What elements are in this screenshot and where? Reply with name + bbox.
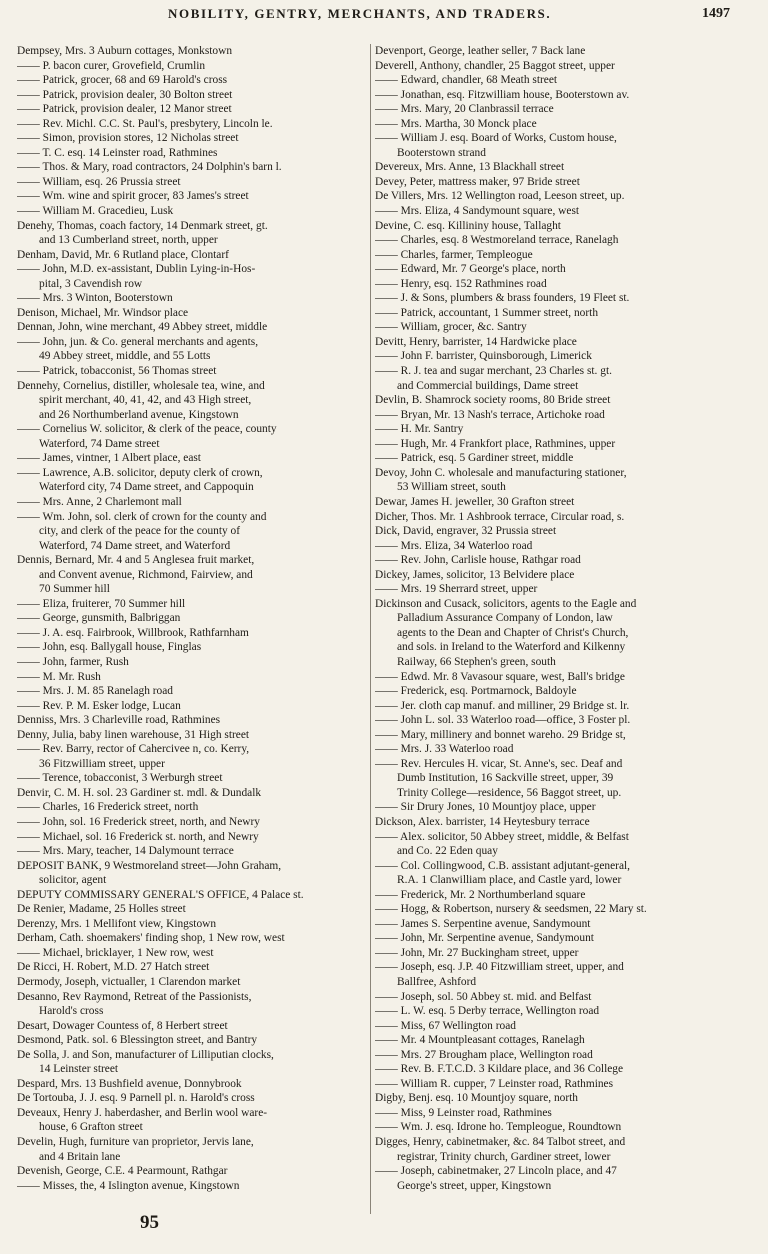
entry-line: De Ricci, H. Robert, M.D. 27 Hatch street (17, 961, 210, 974)
entry-line: Trinity College—residence, 56 Baggot street, up. (397, 786, 622, 799)
entry-line: —— Charles, farmer, Templeogue (375, 248, 725, 263)
entry-line: Dennan, John, wine merchant, 49 Abbey street, middle (17, 321, 268, 334)
entry-line: —— Patrick, accountant, 1 Summer street, north (375, 306, 725, 321)
entry-line: Waterford, 74 Dame street, and Waterford (39, 539, 231, 552)
directory-entry (17, 670, 367, 685)
directory-entry (17, 248, 367, 263)
entry-line: Denehy, Thomas, coach factory, 14 Denmark street, gt. (17, 219, 268, 232)
entry-line: DEPUTY COMMISSARY GENERAL'S OFFICE, 4 Palace st. (17, 888, 304, 901)
directory-entry (375, 117, 725, 132)
entry-line: 53 William street, south (397, 481, 506, 494)
entry-line: —— Rev. B. F.T.C.D. 3 Kildare place, and 36 College (375, 1062, 725, 1077)
directory-entry (375, 568, 725, 583)
entry-line: Booterstown strand (397, 146, 486, 159)
directory-entry (375, 73, 725, 88)
entry-line: —— P. bacon curer, Grovefield, Crumlin (17, 59, 367, 74)
entry-line: and 13 Cumberland street, north, upper (39, 234, 218, 247)
directory-entry (375, 233, 725, 248)
entry-line: —— Wm. J. esq. Idrone ho. Templeogue, Roundtown (375, 1120, 725, 1135)
directory-entry (375, 451, 725, 466)
entry-line: De Tortouba, J. J. esq. 9 Parnell pl. n. Harold's cross (17, 1092, 255, 1105)
directory-entry (17, 931, 367, 946)
entry-line: De Renier, Madame, 25 Holles street (17, 903, 186, 916)
entry-line: —— R. J. tea and sugar merchant, 23 Charles st. gt. (375, 364, 725, 379)
directory-entry (375, 800, 725, 815)
entry-line: —— John F. barrister, Quinsborough, Limerick (375, 349, 725, 364)
entry-line: —— John, Mr. Serpentine avenue, Sandymount (375, 931, 725, 946)
directory-entry (17, 88, 367, 103)
entry-line: —— Mary, millinery and bonnet wareho. 29 Bridge st, (375, 728, 725, 743)
directory-entry (17, 495, 367, 510)
directory-entry (375, 917, 725, 932)
directory-entry (17, 728, 367, 743)
entry-line: —— J. & Sons, plumbers & brass founders, 19 Fleet st. (375, 291, 725, 306)
directory-entry (17, 946, 367, 961)
entry-line: —— John, jun. & Co. general merchants and agents, (17, 335, 367, 350)
entry-line: Desart, Dowager Countess of, 8 Herbert street (17, 1019, 228, 1032)
directory-entry (375, 757, 725, 801)
column-rule (370, 44, 371, 1214)
directory-entry (375, 248, 725, 263)
entry-line: Denniss, Mrs. 3 Charleville road, Rathmines (17, 714, 221, 727)
directory-entry (375, 306, 725, 321)
directory-entry (17, 291, 367, 306)
directory-entry (17, 888, 367, 903)
directory-entry (17, 117, 367, 132)
entry-line: De Villers, Mrs. 12 Wellington road, Leeson street, up. (375, 190, 625, 203)
directory-entry (17, 553, 367, 597)
directory-entry (17, 975, 367, 990)
entry-line: —— John, M.D. ex-assistant, Dublin Lying-in-Hos- (17, 262, 367, 277)
entry-line: Derenzy, Mrs. 1 Mellifont view, Kingstown (17, 917, 217, 930)
directory-entry (17, 364, 367, 379)
directory-entry (17, 219, 367, 248)
directory-entry (17, 320, 367, 335)
entry-line: Dickey, James, solicitor, 13 Belvidere place (375, 568, 575, 581)
entry-line: 36 Fitzwilliam street, upper (39, 757, 165, 770)
entry-line: —— William, grocer, &c. Santry (375, 320, 725, 335)
entry-line: De Solla, J. and Son, manufacturer of Lilliputian clocks, (17, 1048, 274, 1061)
entry-line: Develin, Hugh, furniture van proprietor, Jervis lane, (17, 1136, 254, 1149)
entry-line: —— Simon, provision stores, 12 Nicholas street (17, 131, 367, 146)
directory-entry (17, 1077, 367, 1092)
entry-line: —— John, esq. Ballygall house, Finglas (17, 640, 367, 655)
entry-line: Devey, Peter, mattress maker, 97 Bride street (375, 175, 580, 188)
directory-entry (17, 713, 367, 728)
entry-line: Waterford city, 74 Dame street, and Cappoquin (39, 481, 254, 494)
directory-entry (375, 713, 725, 728)
entry-line: and Convent avenue, Richmond, Fairview, and (39, 568, 253, 581)
directory-entry (17, 262, 367, 291)
directory-entry (375, 946, 725, 961)
directory-entry (375, 815, 725, 830)
entry-line: 14 Leinster street (39, 1063, 119, 1076)
directory-entry (375, 670, 725, 685)
entry-line: —— Rev. Hercules H. vicar, St. Anne's, sec. Deaf and (375, 757, 725, 772)
directory-entry (17, 699, 367, 714)
entry-line: Devoy, John C. wholesale and manufacturing stationer, (375, 466, 627, 479)
directory-entry (17, 859, 367, 888)
entry-line: and 4 Britain lane (39, 1150, 121, 1163)
directory-entry (375, 335, 725, 350)
directory-entry (17, 306, 367, 321)
directory-entry (17, 1033, 367, 1048)
entry-line: Desanno, Rev Raymond, Retreat of the Passionists, (17, 990, 252, 1003)
directory-entry (17, 1135, 367, 1164)
entry-line: Deveaux, Henry J. haberdasher, and Berlin wool ware- (17, 1106, 268, 1119)
entry-line: —— Mr. 4 Mountpleasant cottages, Ranelagh (375, 1033, 725, 1048)
entry-line: —— M. Mr. Rush (17, 670, 367, 685)
entry-line: Dermody, Joseph, victualler, 1 Clarendon market (17, 976, 241, 988)
entry-line: —— John, Mr. 27 Buckingham street, upper (375, 946, 725, 961)
entry-line: —— Patrick, tobacconist, 56 Thomas street (17, 364, 367, 379)
directory-entry (17, 335, 367, 364)
entry-line: —— Frederick, esq. Portmarnock, Baldoyle (375, 684, 725, 699)
directory-entry (375, 742, 725, 757)
directory-entry (17, 597, 367, 612)
directory-entry (17, 160, 367, 175)
entry-line: —— Misses, the, 4 Islington avenue, Kingstown (17, 1179, 367, 1194)
entry-line: —— Miss, 9 Leinster road, Rathmines (375, 1106, 725, 1121)
entry-line: Dempsey, Mrs. 3 Auburn cottages, Monkstown (17, 45, 233, 57)
entry-line: and 26 Northumberland avenue, Kingstown (39, 408, 239, 421)
entry-line: —— Joseph, esq. J.P. 40 Fitzwilliam street, upper, and (375, 960, 725, 975)
directory-entry (375, 830, 725, 859)
entry-line: —— Mrs. Anne, 2 Charlemont mall (17, 495, 367, 510)
running-head (0, 6, 768, 28)
footer-folio: 95 (140, 1212, 159, 1233)
entry-line: Denison, Michael, Mr. Windsor place (17, 306, 189, 319)
entry-line: Dennehy, Cornelius, distiller, wholesale tea, wine, and (17, 379, 265, 392)
entry-line: Denham, David, Mr. 6 Rutland place, Clontarf (17, 248, 229, 261)
entry-line: —— H. Mr. Santry (375, 422, 725, 437)
entry-line: —— William, esq. 26 Prussia street (17, 175, 367, 190)
directory-entry (375, 931, 725, 946)
entry-line: 49 Abbey street, middle, and 55 Lotts (39, 350, 211, 363)
entry-line: —— Hugh, Mr. 4 Frankfort place, Rathmines, upper (375, 437, 725, 452)
directory-entry (375, 582, 725, 597)
entry-line: —— Frederick, Mr. 2 Northumberland square (375, 888, 725, 903)
entry-line: —— Joseph, sol. 50 Abbey st. mid. and Belfast (375, 990, 725, 1005)
page-number: 1497 (702, 6, 730, 21)
entry-line: —— Terence, tobacconist, 3 Werburgh street (17, 771, 367, 786)
directory-entry (375, 859, 725, 888)
directory-entry (375, 219, 725, 234)
directory-entry (17, 422, 367, 451)
entry-line: —— Mrs. Eliza, 34 Waterloo road (375, 539, 725, 554)
directory-entry (375, 59, 725, 74)
entry-line: —— John L. sol. 33 Waterloo road—office, 3 Foster pl. (375, 713, 725, 728)
directory-entry (375, 1106, 725, 1121)
directory-entry (375, 291, 725, 306)
entry-line: —— Mrs. Eliza, 4 Sandymount square, west (375, 204, 725, 219)
directory-entry (17, 1048, 367, 1077)
entry-line: —— John, farmer, Rush (17, 655, 367, 670)
directory-entry (375, 364, 725, 393)
directory-entry (17, 44, 367, 59)
directory-entry (17, 59, 367, 74)
directory-entry (375, 466, 725, 495)
directory-entry (375, 1019, 725, 1034)
entry-line: R.A. 1 Clanwilliam place, and Castle yard, lower (397, 874, 622, 887)
entry-line: 70 Summer hill (39, 583, 110, 596)
running-title: NOBILITY, GENTRY, MERCHANTS, AND TRADERS. (168, 6, 552, 21)
entry-line: Devlin, B. Shamrock society rooms, 80 Bride street (375, 394, 611, 407)
entry-line: George's street, upper, Kingstown (397, 1179, 552, 1192)
directory-entry (17, 800, 367, 815)
directory-entry (17, 786, 367, 801)
directory-entry (375, 902, 725, 917)
entry-line: Waterford, 74 Dame street (39, 437, 160, 450)
entry-line: —— James S. Serpentine avenue, Sandymount (375, 917, 725, 932)
entry-line: —— Rev. Michl. C.C. St. Paul's, presbytery, Lincoln le. (17, 117, 367, 132)
directory-entry (17, 131, 367, 146)
directory-entry (375, 102, 725, 117)
directory-entry (375, 422, 725, 437)
directory-entry (375, 888, 725, 903)
directory-entry (375, 1062, 725, 1077)
entry-line: —— Edward, Mr. 7 George's place, north (375, 262, 725, 277)
directory-entry (375, 44, 725, 59)
directory-entry (375, 1077, 725, 1092)
entry-line: Devereux, Mrs. Anne, 13 Blackhall street (375, 161, 565, 174)
entry-line: Devenport, George, leather seller, 7 Back lane (375, 45, 586, 57)
entry-line: Devine, C. esq. Killininy house, Tallaght (375, 219, 561, 232)
directory-entry (375, 990, 725, 1005)
entry-line: house, 6 Grafton street (39, 1121, 143, 1134)
entry-line: —— Mrs. J. M. 85 Ranelagh road (17, 684, 367, 699)
entry-line: Digges, Henry, cabinetmaker, &c. 84 Talbot street, and (375, 1136, 626, 1149)
directory-entry (17, 917, 367, 932)
directory-entry (17, 771, 367, 786)
entry-line: —— Mrs. 19 Sherrard street, upper (375, 582, 725, 597)
entry-line: —— Patrick, grocer, 68 and 69 Harold's cross (17, 73, 367, 88)
entry-line: Denvir, C. M. H. sol. 23 Gardiner st. mdl. & Dundalk (17, 786, 262, 799)
entry-line: Denny, Julia, baby linen warehouse, 31 High street (17, 728, 250, 741)
directory-entry (375, 189, 725, 204)
directory-entry (375, 262, 725, 277)
entry-line: —— L. W. esq. 5 Derby terrace, Wellington road (375, 1004, 725, 1019)
entry-line: Dickson, Alex. barrister, 14 Heytesbury terrace (375, 815, 590, 828)
directory-entry (17, 146, 367, 161)
entry-line: registrar, Trinity church, Gardiner street, lower (397, 1150, 611, 1163)
entry-line: —— Michael, bricklayer, 1 New row, west (17, 946, 367, 961)
directory-entry (17, 451, 367, 466)
directory-entry (17, 102, 367, 117)
directory-entry (17, 742, 367, 771)
directory-entry (375, 495, 725, 510)
right-column (375, 44, 725, 1214)
entry-line: Devenish, George, C.E. 4 Pearmount, Rathgar (17, 1165, 228, 1178)
directory-entry (375, 393, 725, 408)
directory-entry (17, 1019, 367, 1034)
directory-entry (17, 815, 367, 830)
entry-line: spirit merchant, 40, 41, 42, and 43 High street, (39, 394, 252, 407)
entry-line: —— Mrs. Martha, 30 Monck place (375, 117, 725, 132)
entry-line: —— Bryan, Mr. 13 Nash's terrace, Artichoke road (375, 408, 725, 423)
directory-entry (375, 1004, 725, 1019)
entry-line: DEPOSIT BANK, 9 Westmoreland street—John Graham, (17, 859, 282, 872)
entry-line: solicitor, agent (39, 874, 107, 887)
directory-entry (375, 437, 725, 452)
directory-entry (375, 349, 725, 364)
entry-line: and Co. 22 Eden quay (397, 845, 498, 858)
entry-line: and Commercial buildings, Dame street (397, 379, 579, 392)
directory-entry (375, 684, 725, 699)
directory-entry (17, 1091, 367, 1106)
entry-line: —— Thos. & Mary, road contractors, 24 Dolphin's barn l. (17, 160, 367, 175)
entry-line: —— Rev. Barry, rector of Cahercivee n, co. Kerry, (17, 742, 367, 757)
directory-entry (375, 524, 725, 539)
directory-entry (375, 960, 725, 989)
entry-line: city, and clerk of the peace for the county of (39, 525, 241, 538)
entry-line: Deverell, Anthony, chandler, 25 Baggot street, upper (375, 59, 615, 72)
directory-entry (375, 204, 725, 219)
entry-line: —— Wm. John, sol. clerk of crown for the county and (17, 510, 367, 525)
left-column (17, 44, 367, 1214)
directory-entry (17, 1179, 367, 1194)
entry-line: —— Jer. cloth cap manuf. and milliner, 29 Bridge st. lr. (375, 699, 725, 714)
directory-entry (17, 189, 367, 204)
directory-entry (17, 655, 367, 670)
directory-entry (17, 990, 367, 1019)
entry-line: Railway, 66 Stephen's green, south (397, 655, 556, 668)
entry-line: Devitt, Henry, barrister, 14 Hardwicke place (375, 335, 577, 348)
directory-entry (375, 1120, 725, 1135)
entry-line: —— James, vintner, 1 Albert place, east (17, 451, 367, 466)
directory-entry (375, 320, 725, 335)
directory-entry (17, 1164, 367, 1179)
entry-line: —— John, sol. 16 Frederick street, north, and Newry (17, 815, 367, 830)
entry-line: —— Michael, sol. 16 Frederick st. north, and Newry (17, 830, 367, 845)
directory-entry (375, 277, 725, 292)
directory-entry (375, 539, 725, 554)
entry-line: —— Col. Collingwood, C.B. assistant adjutant-general, (375, 859, 725, 874)
directory-entry (17, 626, 367, 641)
entry-line: Dick, David, engraver, 32 Prussia street (375, 525, 557, 538)
entry-line: —— Rev. John, Carlisle house, Rathgar road (375, 553, 725, 568)
directory-entry (375, 131, 725, 160)
directory-entry (17, 510, 367, 554)
directory-entry (17, 844, 367, 859)
directory-entry (375, 1135, 725, 1164)
entry-line: —— Joseph, cabinetmaker, 27 Lincoln place, and 47 (375, 1164, 725, 1179)
directory-entry (17, 684, 367, 699)
entry-line: —— Lawrence, A.B. solicitor, deputy clerk of crown, (17, 466, 367, 481)
entry-line: —— Edward, chandler, 68 Meath street (375, 73, 725, 88)
directory-entry (375, 1048, 725, 1063)
directory-entry (375, 597, 725, 670)
directory-entry (17, 175, 367, 190)
entry-line: —— Patrick, provision dealer, 12 Manor street (17, 102, 367, 117)
entry-line: Dumb Institution, 16 Sackville street, upper, 39 (397, 772, 614, 785)
directory-entry (17, 204, 367, 219)
directory-entry (375, 88, 725, 103)
entry-line: Harold's cross (39, 1005, 104, 1018)
entry-line: and sols. in Ireland to the Waterford and Kilkenny (397, 641, 626, 654)
entry-line: —— William M. Gracedieu, Lusk (17, 204, 367, 219)
directory-entry (375, 728, 725, 743)
entry-line: —— Jonathan, esq. Fitzwilliam house, Booterstown av. (375, 88, 725, 103)
directory-entry (17, 960, 367, 975)
entry-line: —— Patrick, provision dealer, 30 Bolton street (17, 88, 367, 103)
directory-entry (17, 1106, 367, 1135)
entry-line: —— Edwd. Mr. 8 Vavasour square, west, Ball's bridge (375, 670, 725, 685)
directory-entry (375, 175, 725, 190)
entry-line: —— Patrick, esq. 5 Gardiner street, middle (375, 451, 725, 466)
entry-line: Palladium Assurance Company of London, law (397, 612, 613, 625)
entry-line: —— Mrs. 3 Winton, Booterstown (17, 291, 367, 306)
entry-line: Dennis, Bernard, Mr. 4 and 5 Anglesea fruit market, (17, 554, 255, 567)
entry-line: Desmond, Patk. sol. 6 Blessington street, and Bantry (17, 1034, 258, 1047)
directory-entry (375, 553, 725, 568)
entry-line: —— Alex. solicitor, 50 Abbey street, middle, & Belfast (375, 830, 725, 845)
directory-entry (17, 640, 367, 655)
entry-line: —— Mrs. Mary, teacher, 14 Dalymount terrace (17, 844, 367, 859)
entry-line: —— Hogg, & Robertson, nursery & seedsmen, 22 Mary st. (375, 902, 725, 917)
entry-line: Dewar, James H. jeweller, 30 Grafton street (375, 495, 575, 508)
entry-line: —— Sir Drury Jones, 10 Mountjoy place, upper (375, 800, 725, 815)
directory-entry (375, 699, 725, 714)
entry-line: Derham, Cath. shoemakers' finding shop, 1 New row, west (17, 932, 285, 945)
entry-line: Dicher, Thos. Mr. 1 Ashbrook terrace, Circular road, s. (375, 510, 625, 523)
directory-entry (17, 902, 367, 917)
entry-line: Despard, Mrs. 13 Bushfield avenue, Donnybrook (17, 1077, 242, 1090)
directory-entry (375, 1091, 725, 1106)
entry-line: —— William J. esq. Board of Works, Custom house, (375, 131, 725, 146)
entry-line: —— Eliza, fruiterer, 70 Summer hill (17, 597, 367, 612)
directory-entry (375, 1164, 725, 1193)
entry-line: —— Mrs. Mary, 20 Clanbrassil terrace (375, 102, 725, 117)
directory-entry (375, 160, 725, 175)
directory-entry (17, 73, 367, 88)
directory-entry (375, 510, 725, 525)
entry-line: —— Charles, 16 Frederick street, north (17, 800, 367, 815)
entry-line: —— Cornelius W. solicitor, & clerk of the peace, county (17, 422, 367, 437)
entry-line: —— William R. cupper, 7 Leinster road, Rathmines (375, 1077, 725, 1092)
entry-line: pital, 3 Cavendish row (39, 277, 143, 290)
directory-entry (17, 379, 367, 423)
entry-line: —— Henry, esq. 152 Rathmines road (375, 277, 725, 292)
directory-entry (375, 1033, 725, 1048)
entry-line: —— J. A. esq. Fairbrook, Willbrook, Rathfarnham (17, 626, 367, 641)
directory-entry (17, 466, 367, 495)
entry-line: —— Wm. wine and spirit grocer, 83 James's street (17, 189, 367, 204)
entry-line: —— Mrs. J. 33 Waterloo road (375, 742, 725, 757)
entry-line: —— George, gunsmith, Balbriggan (17, 611, 367, 626)
directory-entry (17, 611, 367, 626)
directory-entry (17, 830, 367, 845)
entry-line: Dickinson and Cusack, solicitors, agents to the Eagle and (375, 597, 637, 610)
entry-line: —— Rev. P. M. Esker lodge, Lucan (17, 699, 367, 714)
entry-line: —— Miss, 67 Wellington road (375, 1019, 725, 1034)
entry-line: agents to the Dean and Chapter of Christ's Church, (397, 626, 629, 639)
entry-line: Digby, Benj. esq. 10 Mountjoy square, north (375, 1092, 579, 1105)
entry-line: —— Charles, esq. 8 Westmoreland terrace, Ranelagh (375, 233, 725, 248)
entry-line: —— T. C. esq. 14 Leinster road, Rathmines (17, 146, 367, 161)
entry-line: —— Mrs. 27 Brougham place, Wellington road (375, 1048, 725, 1063)
directory-entry (375, 408, 725, 423)
entry-line: Ballfree, Ashford (397, 976, 477, 988)
